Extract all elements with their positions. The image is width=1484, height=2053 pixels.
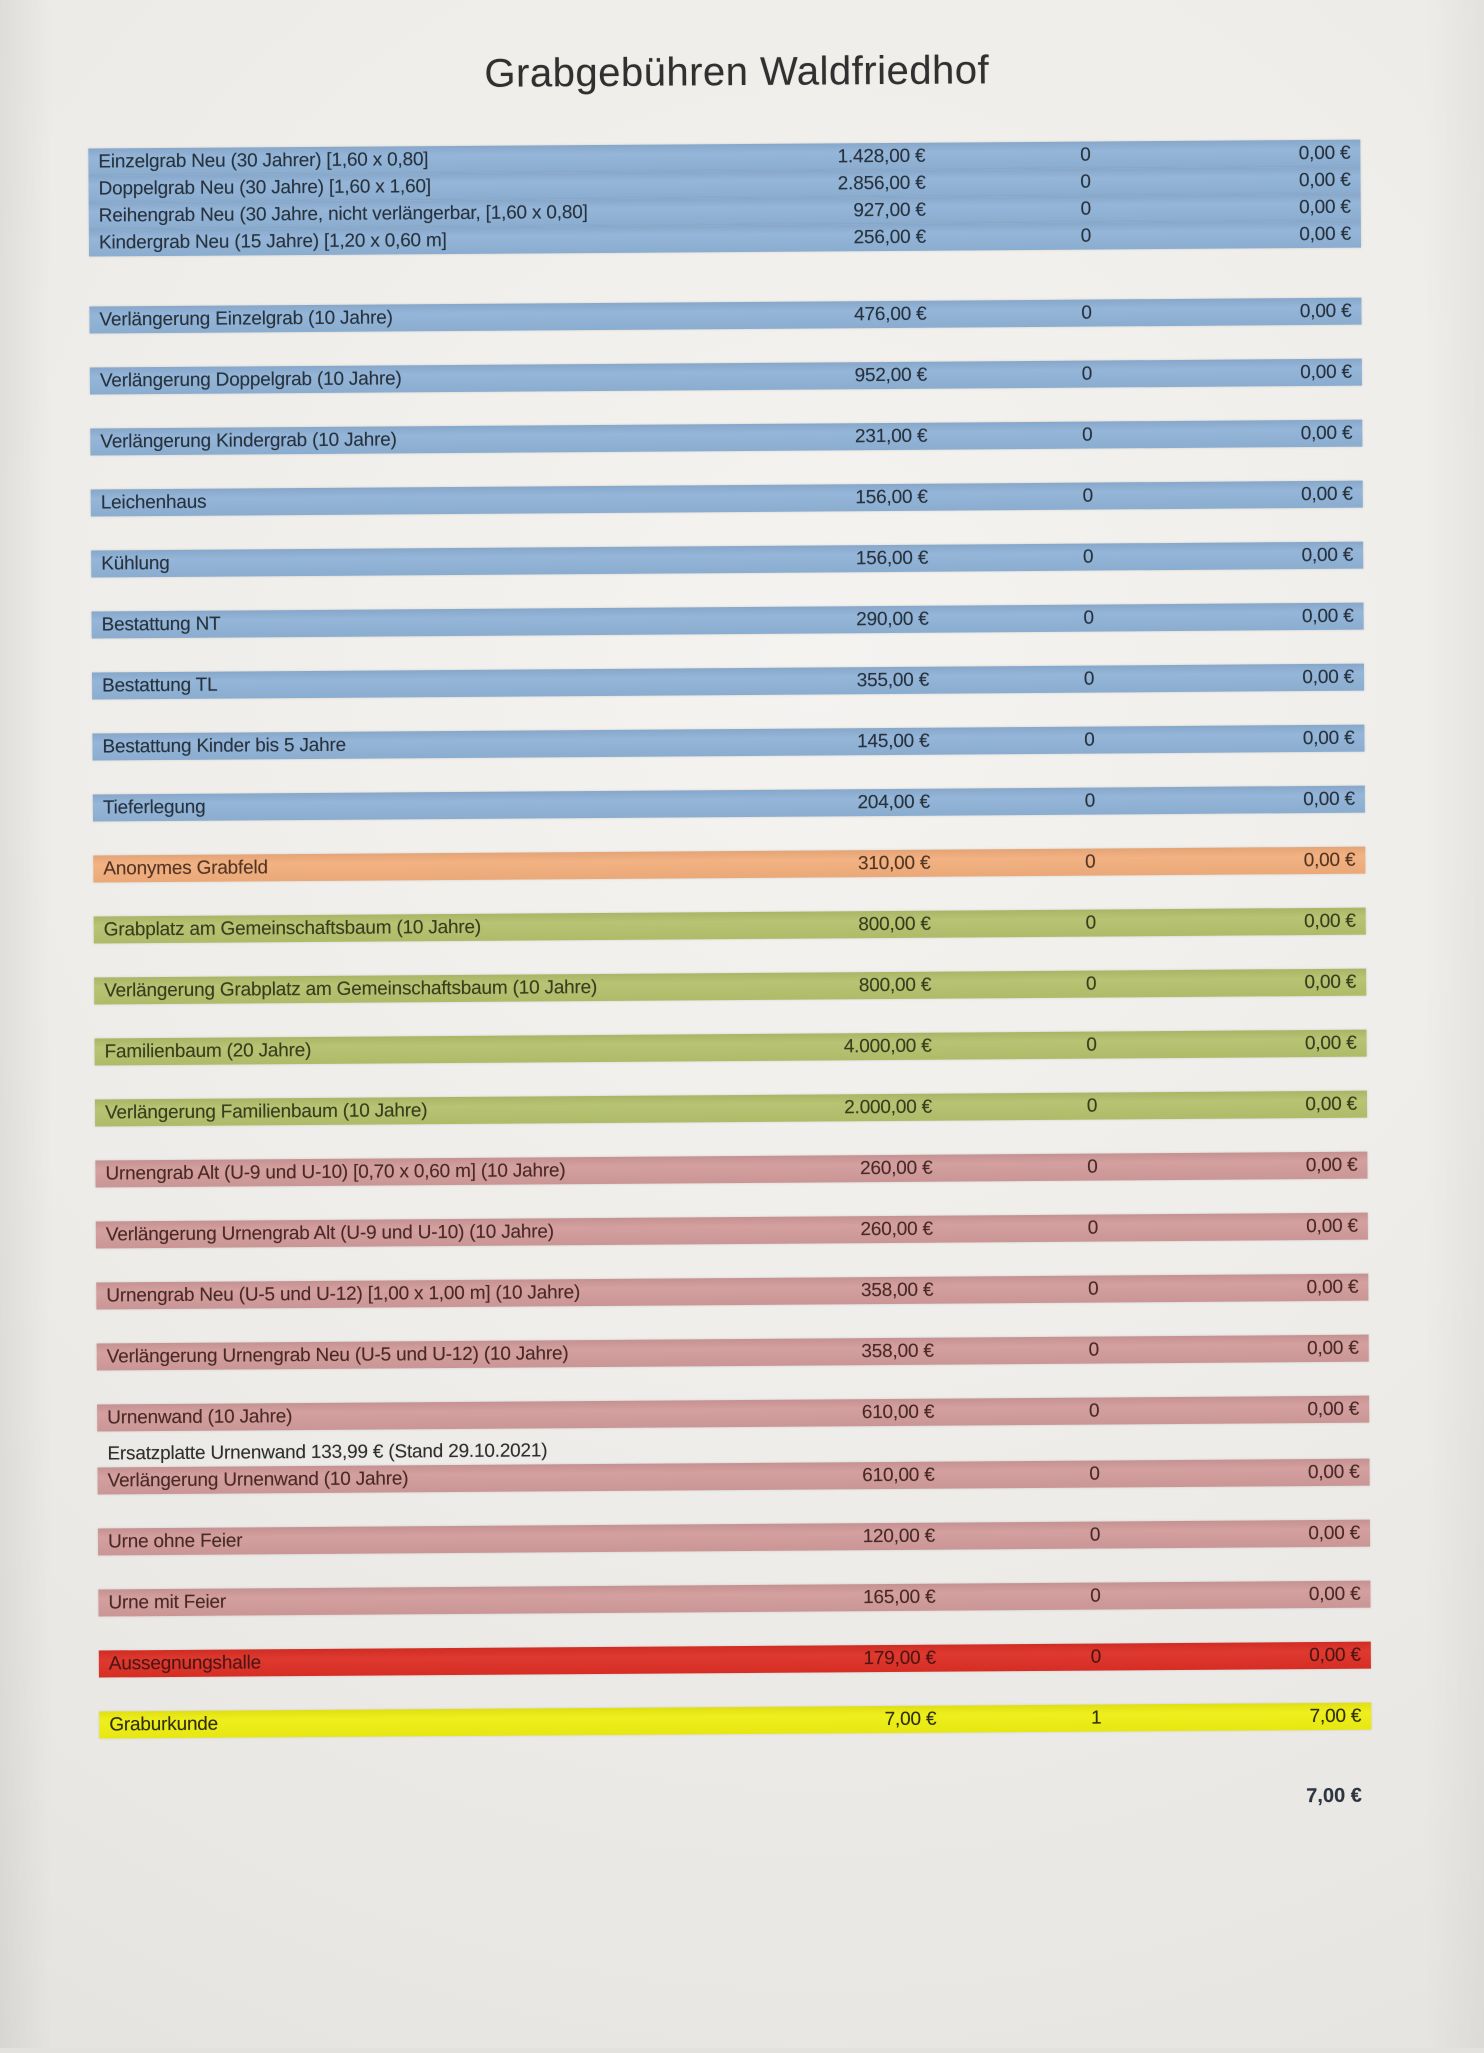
fee-quantity: 0 <box>1085 851 1096 873</box>
table-row <box>96 1213 1368 1249</box>
fee-label: Bestattung TL <box>101 674 218 696</box>
fee-total: 0,00 € <box>1305 1093 1358 1115</box>
fee-group <box>98 1520 1370 1556</box>
fee-label: Verlängerung Einzelgrab (10 Jahre) <box>99 306 393 330</box>
fee-label: Urnenwand (10 Jahre) <box>107 1405 293 1428</box>
fee-label: Tieferlegung <box>102 796 206 818</box>
fee-unit-price: 156,00 € <box>855 547 929 569</box>
fee-total: 0,00 € <box>1306 1337 1359 1359</box>
fee-total: 0,00 € <box>1308 1522 1361 1544</box>
fee-quantity: 0 <box>1089 1463 1100 1485</box>
fee-group <box>98 1581 1370 1617</box>
fee-quantity: 0 <box>1083 607 1094 629</box>
grand-total-value: 7,00 € <box>1306 1784 1362 1808</box>
fee-unit-price: 1.428,00 € <box>837 145 926 167</box>
fee-label: Reihengrab Neu (30 Jahre, nicht verlängerbar, [1,60 x 0,80] <box>98 201 588 226</box>
fee-total: 0,00 € <box>1307 1461 1360 1483</box>
table-row <box>90 359 1362 395</box>
table-row <box>92 603 1364 639</box>
table-row <box>97 1396 1369 1432</box>
fee-total: 0,00 € <box>1298 142 1351 164</box>
fee-unit-price: 310,00 € <box>857 852 931 874</box>
fee-total: 0,00 € <box>1305 1154 1358 1176</box>
fee-quantity: 0 <box>1085 973 1097 995</box>
table-row <box>98 1581 1370 1617</box>
fee-group <box>92 603 1364 639</box>
fee-quantity: 0 <box>1080 225 1092 247</box>
fee-quantity: 0 <box>1081 363 1093 385</box>
fee-unit-price: 800,00 € <box>858 913 931 935</box>
table-row <box>94 908 1366 944</box>
fee-quantity: 0 <box>1090 1646 1102 1668</box>
table-row <box>96 1274 1368 1310</box>
fee-total: 0,00 € <box>1304 1032 1357 1054</box>
fee-unit-price: 204,00 € <box>857 791 930 813</box>
fee-unit-price: 476,00 € <box>854 303 927 325</box>
table-row <box>90 420 1362 456</box>
fee-label: Doppelgrab Neu (30 Jahre) [1,60 x 1,60] <box>98 175 431 199</box>
fee-unit-price: 610,00 € <box>861 1401 935 1423</box>
fee-quantity: 0 <box>1087 1156 1098 1178</box>
fee-group <box>90 420 1362 456</box>
fee-group <box>88 140 1361 257</box>
fee-group <box>95 1030 1367 1066</box>
fee-group <box>89 298 1361 334</box>
fee-quantity: 0 <box>1085 912 1096 934</box>
fee-total: 0,00 € <box>1302 666 1355 688</box>
table-row <box>95 1091 1367 1127</box>
fee-total: 0,00 € <box>1303 788 1355 810</box>
fee-group <box>93 786 1365 822</box>
fee-label: Leichenhaus <box>100 491 207 513</box>
fee-quantity: 0 <box>1083 668 1095 690</box>
fee-label: Verlängerung Urnenwand (10 Jahre) <box>107 1467 409 1491</box>
fee-unit-price: 610,00 € <box>862 1464 935 1486</box>
fee-quantity: 1 <box>1091 1707 1102 1729</box>
fee-total: 0,00 € <box>1303 849 1356 871</box>
fee-total: 0,00 € <box>1299 223 1352 245</box>
fee-total: 0,00 € <box>1302 727 1355 749</box>
fees-table <box>88 140 1371 1739</box>
fee-quantity: 0 <box>1088 1278 1099 1300</box>
fee-group <box>91 542 1363 578</box>
fee-group <box>99 1642 1371 1678</box>
table-row <box>91 481 1363 517</box>
fee-group <box>94 969 1366 1005</box>
table-row <box>95 1030 1367 1066</box>
fee-unit-price: 927,00 € <box>853 199 926 221</box>
fee-group <box>96 1274 1368 1310</box>
fee-unit-price: 156,00 € <box>855 486 928 508</box>
fee-label: Familienbaum (20 Jahre) <box>104 1039 312 1062</box>
fee-quantity: 0 <box>1084 729 1095 751</box>
fee-quantity: 0 <box>1087 1217 1099 1239</box>
fee-unit-price: 231,00 € <box>854 425 928 447</box>
fee-label: Grabplatz am Gemeinschaftsbaum (10 Jahre) <box>103 916 482 940</box>
fee-total: 0,00 € <box>1299 300 1352 322</box>
fee-quantity: 0 <box>1080 144 1091 166</box>
fee-total: 0,00 € <box>1300 422 1353 444</box>
fee-total: 0,00 € <box>1301 544 1354 566</box>
fee-unit-price: 260,00 € <box>860 1157 933 1179</box>
fee-group <box>90 359 1362 395</box>
fee-label: Verlängerung Familienbaum (10 Jahre) <box>104 1099 428 1123</box>
fee-label: Verlängerung Kindergrab (10 Jahre) <box>100 428 397 452</box>
table-row <box>99 1703 1371 1739</box>
fee-quantity: 0 <box>1082 546 1094 568</box>
fee-label: Urnengrab Alt (U-9 und U-10) [0,70 x 0,60 m] (10 Jahre) <box>105 1159 566 1184</box>
fee-quantity: 0 <box>1082 485 1094 507</box>
fee-total: 0,00 € <box>1301 483 1353 505</box>
fee-quantity: 0 <box>1080 171 1091 193</box>
table-row <box>93 786 1365 822</box>
note-text: Ersatzplatte Urnenwand 133,99 € (Stand 29.10.2021) <box>107 1440 548 1465</box>
fee-quantity: 0 <box>1088 1339 1099 1361</box>
fee-group <box>95 1091 1367 1127</box>
fee-label: Verlängerung Urnengrab Alt (U-9 und U-10) (10 Jahre) <box>105 1220 554 1245</box>
fee-label: Kindergrab Neu (15 Jahre) [1,20 x 0,60 m] <box>98 229 447 253</box>
fee-label: Verlängerung Doppelgrab (10 Jahre) <box>99 367 402 391</box>
fee-label: Bestattung NT <box>101 613 221 635</box>
fee-quantity: 0 <box>1089 1524 1101 1546</box>
fee-total: 7,00 € <box>1309 1705 1362 1727</box>
fee-quantity: 0 <box>1080 198 1092 220</box>
fee-group <box>94 908 1366 944</box>
fee-total: 0,00 € <box>1306 1215 1358 1237</box>
fee-total: 0,00 € <box>1301 605 1354 627</box>
fee-group <box>95 1152 1367 1188</box>
fee-total: 0,00 € <box>1307 1398 1360 1420</box>
fee-unit-price: 952,00 € <box>854 364 927 386</box>
fee-quantity: 0 <box>1086 1095 1098 1117</box>
fee-total: 0,00 € <box>1306 1276 1359 1298</box>
fee-unit-price: 165,00 € <box>863 1586 936 1608</box>
fee-total: 0,00 € <box>1298 169 1351 191</box>
fee-label: Verlängerung Urnengrab Neu (U-5 und U-12) (10 Jahre) <box>106 1342 569 1367</box>
fee-unit-price: 145,00 € <box>857 730 930 752</box>
page-title: Grabgebühren Waldfriedhof <box>484 48 990 96</box>
fee-unit-price: 2.000,00 € <box>844 1096 933 1118</box>
fee-unit-price: 290,00 € <box>856 608 929 630</box>
fee-quantity: 0 <box>1090 1585 1101 1607</box>
fee-label: Anonymes Grabfeld <box>103 856 268 879</box>
table-row <box>89 298 1361 334</box>
fee-unit-price: 355,00 € <box>856 669 930 691</box>
fee-total: 0,00 € <box>1300 361 1352 383</box>
fee-unit-price: 358,00 € <box>861 1340 934 1362</box>
table-row <box>92 725 1364 761</box>
fee-group <box>92 725 1364 761</box>
fee-total: 0,00 € <box>1304 971 1357 993</box>
fee-quantity: 0 <box>1082 424 1093 446</box>
fee-label: Kühlung <box>101 552 170 574</box>
fee-unit-price: 7,00 € <box>884 1708 937 1730</box>
table-row <box>99 1642 1371 1678</box>
fee-label: Einzelgrab Neu (30 Jahrer) [1,60 x 0,80] <box>98 148 429 172</box>
grand-total-row <box>100 1785 1372 1817</box>
fee-unit-price: 2.856,00 € <box>837 172 926 194</box>
fee-unit-price: 260,00 € <box>860 1218 933 1240</box>
fee-quantity: 0 <box>1081 302 1092 324</box>
fee-unit-price: 256,00 € <box>853 226 927 248</box>
fee-group <box>99 1703 1371 1739</box>
table-row <box>95 1152 1367 1188</box>
table-row <box>98 1520 1370 1556</box>
fee-unit-price: 800,00 € <box>858 974 932 996</box>
table-row <box>94 969 1366 1005</box>
fee-label: Urne mit Feier <box>108 1591 227 1613</box>
table-row <box>97 1335 1369 1371</box>
fee-unit-price: 179,00 € <box>863 1647 936 1669</box>
fee-group <box>97 1335 1369 1371</box>
fee-unit-price: 358,00 € <box>860 1279 934 1301</box>
fee-total: 0,00 € <box>1309 1644 1361 1666</box>
fee-group <box>97 1396 1370 1495</box>
fee-quantity: 0 <box>1088 1400 1100 1422</box>
fee-group <box>93 847 1365 883</box>
fee-group <box>96 1213 1368 1249</box>
fee-group <box>92 664 1364 700</box>
fee-quantity: 0 <box>1086 1034 1097 1056</box>
fee-unit-price: 4.000,00 € <box>843 1035 932 1057</box>
fee-total: 0,00 € <box>1304 910 1356 932</box>
fee-total: 0,00 € <box>1308 1583 1361 1605</box>
fee-label: Urnengrab Neu (U-5 und U-12) [1,00 x 1,00 m] (10 Jahre) <box>106 1281 581 1306</box>
fee-label: Verlängerung Grabplatz am Gemeinschaftsbaum (10 Jahre) <box>104 976 598 1001</box>
fee-label: Aussegnungshalle <box>108 1651 262 1674</box>
fee-group <box>91 481 1363 517</box>
fee-unit-price: 120,00 € <box>862 1525 936 1547</box>
fee-label: Bestattung Kinder bis 5 Jahre <box>102 734 347 757</box>
fee-total: 0,00 € <box>1299 196 1351 218</box>
fee-label: Graburkunde <box>109 1713 219 1735</box>
table-row <box>91 542 1363 578</box>
table-row <box>92 664 1364 700</box>
fee-quantity: 0 <box>1084 790 1096 812</box>
fee-label: Urne ohne Feier <box>107 1530 243 1552</box>
table-row <box>93 847 1365 883</box>
